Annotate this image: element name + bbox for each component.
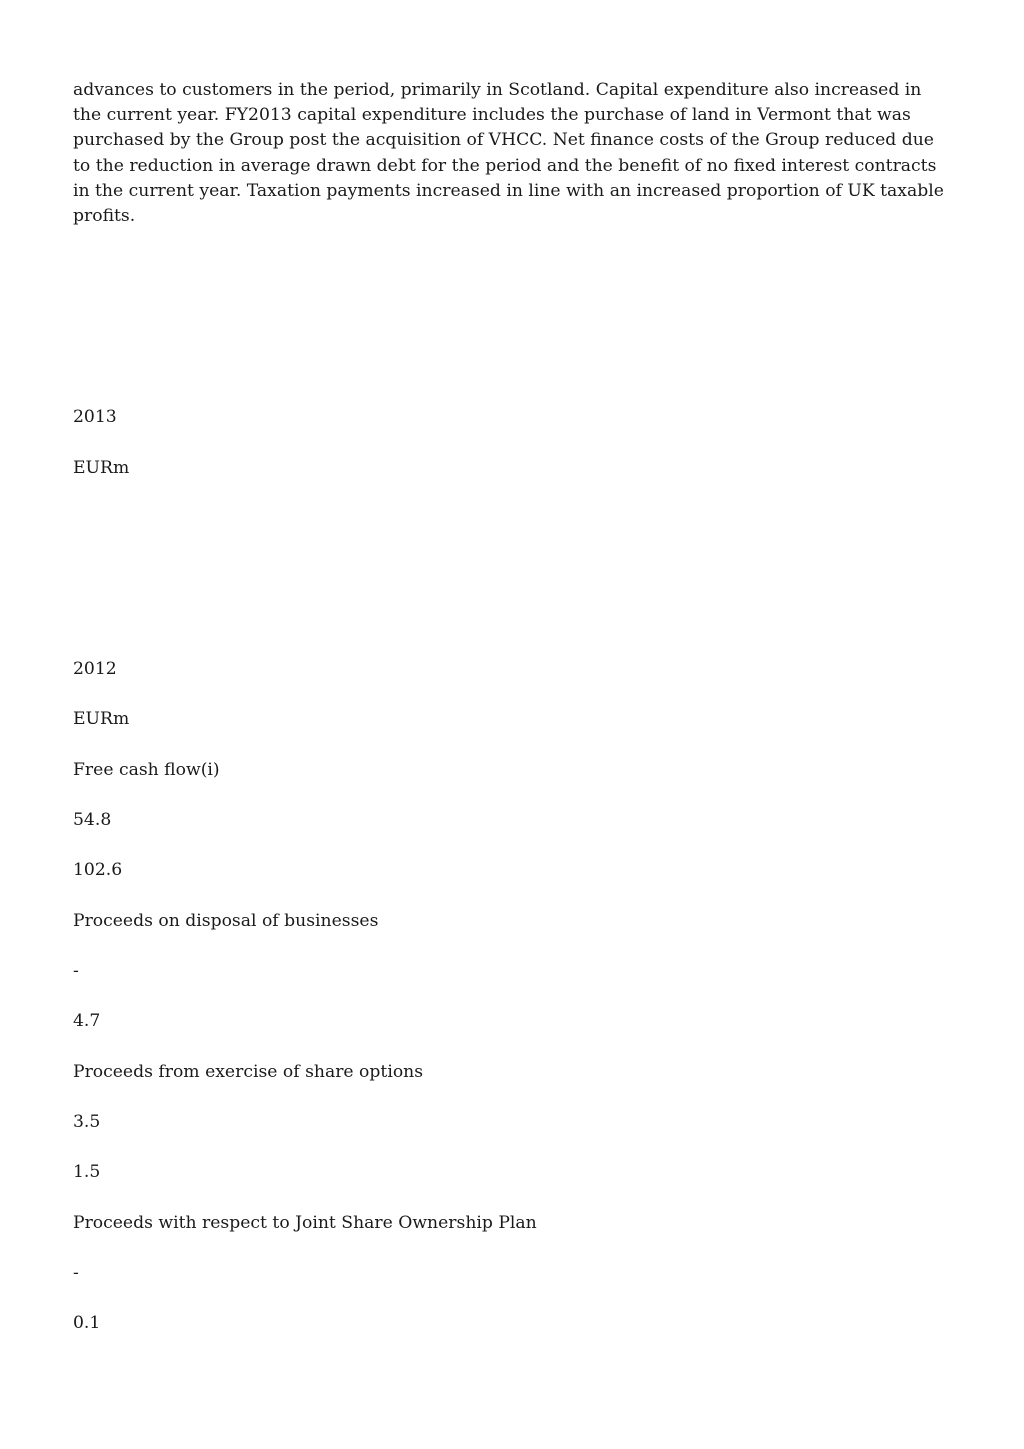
row-value-2012-joint-share-ownership-plan: 0.1 xyxy=(73,1313,101,1333)
row-label-free-cash-flow: Free cash flow(i) xyxy=(73,760,220,780)
column-year-2012: 2012 xyxy=(73,659,117,679)
column-unit-2013: EURm xyxy=(73,458,130,478)
row-value-2013-disposal-of-businesses: - xyxy=(73,961,79,981)
row-label-joint-share-ownership-plan: Proceeds with respect to Joint Share Ownership Plan xyxy=(73,1213,537,1233)
row-value-2013-joint-share-ownership-plan: - xyxy=(73,1263,79,1283)
column-unit-2012: EURm xyxy=(73,709,130,729)
row-value-2013-free-cash-flow: 54.8 xyxy=(73,810,112,830)
row-value-2013-share-options: 3.5 xyxy=(73,1112,101,1132)
row-label-share-options: Proceeds from exercise of share options xyxy=(73,1062,424,1082)
row-value-2012-disposal-of-businesses: 4.7 xyxy=(73,1011,101,1031)
row-label-disposal-of-businesses: Proceeds on disposal of businesses xyxy=(73,911,379,931)
intro-paragraph: advances to customers in the period, primarily in Scotland. Capital expenditure also increased in the current year. FY2013 capital expenditure includes the purchase of land in Vermont that was purchased by the Group post the acquisition of VHCC. Net finance costs of the Group reduced due to the reduction in average drawn debt for the period and the benefit of no fixed interest contracts in the current year. Taxation payments increased in line with an increased proportion of UK taxable profits. xyxy=(73,80,944,227)
row-value-2012-share-options: 1.5 xyxy=(73,1162,101,1182)
column-year-2013: 2013 xyxy=(73,407,117,427)
row-value-2012-free-cash-flow: 102.6 xyxy=(73,860,123,880)
